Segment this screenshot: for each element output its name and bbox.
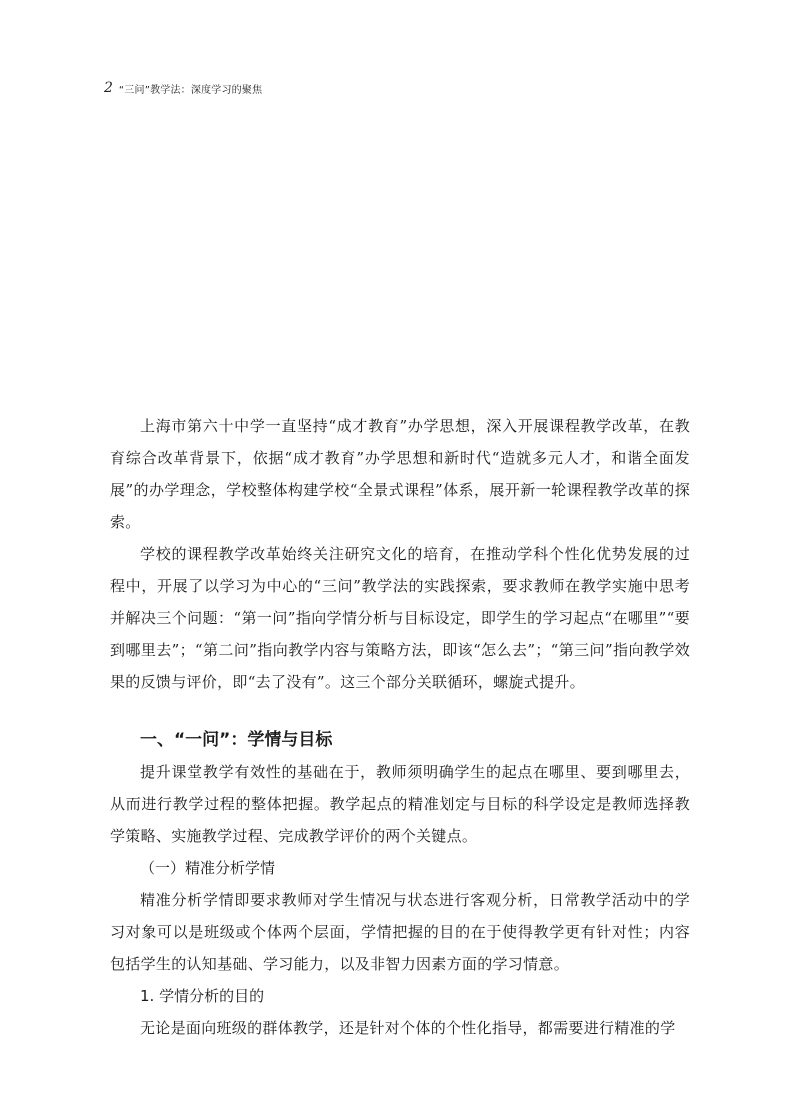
point-paragraph: 无论是面向班级的群体教学，还是针对个体的个性化指导，都需要进行精准的学	[140, 1019, 676, 1037]
point-heading: 1. 学情分析的目的	[140, 987, 265, 1005]
subsection-heading: （一）精准分析学情	[140, 859, 276, 877]
section-paragraph: 提升课堂教学有效性的基础在于，教师须明确学生的起点在哪里、要到哪里去，从而进行教学过程的整体把握。教学起点的精准划定与目标的科学设定是教师选择教学策略、实施教学过程、完成教学评价的两个关键点。	[110, 763, 690, 845]
subsection-paragraph: 精准分析学情即要求教师对学生情况与状态进行客观分析，日常教学活动中的学习对象可以是班级或个体两个层面，学情把握的目的在于使得教学更有针对性；内容包括学生的认知基础、学习能力，以及非智力因素方面的学习情意。	[110, 891, 690, 973]
page-number: 2	[104, 80, 113, 96]
intro-paragraph-1: 上海市第六十中学一直坚持“成才教育”办学思想，深入开展课程教学改革，在教育综合改革背景下，依据“成才教育”办学思想和新时代“造就多元人才，和谐全面发展”的办学理念，学校整体构建学校“全景式课程”体系，展开新一轮课程教学改革的探索。	[110, 417, 690, 531]
intro-paragraph-2: 学校的课程教学改革始终关注研究文化的培育，在推动学科个性化优势发展的过程中，开展了以学习为中心的“三问”教学法的实践探索，要求教师在教学实施中思考并解决三个问题：“第一问”指向学情分析与目标设定，即学生的学习起点“在哪里”“要到哪里去”；“第二问”指向教学内容与策略方法，即该“怎么去”；“第三问”指向教学效果的反馈与评价，即“去了没有”。这三个部分关联循环，螺旋式提升。	[110, 545, 690, 691]
running-header	[104, 80, 262, 96]
running-header-title: “三问”教学法：深度学习的聚焦	[118, 84, 263, 96]
section-heading: 一、“一问”：学情与目标	[140, 730, 333, 750]
body-text	[110, 410, 690, 1044]
